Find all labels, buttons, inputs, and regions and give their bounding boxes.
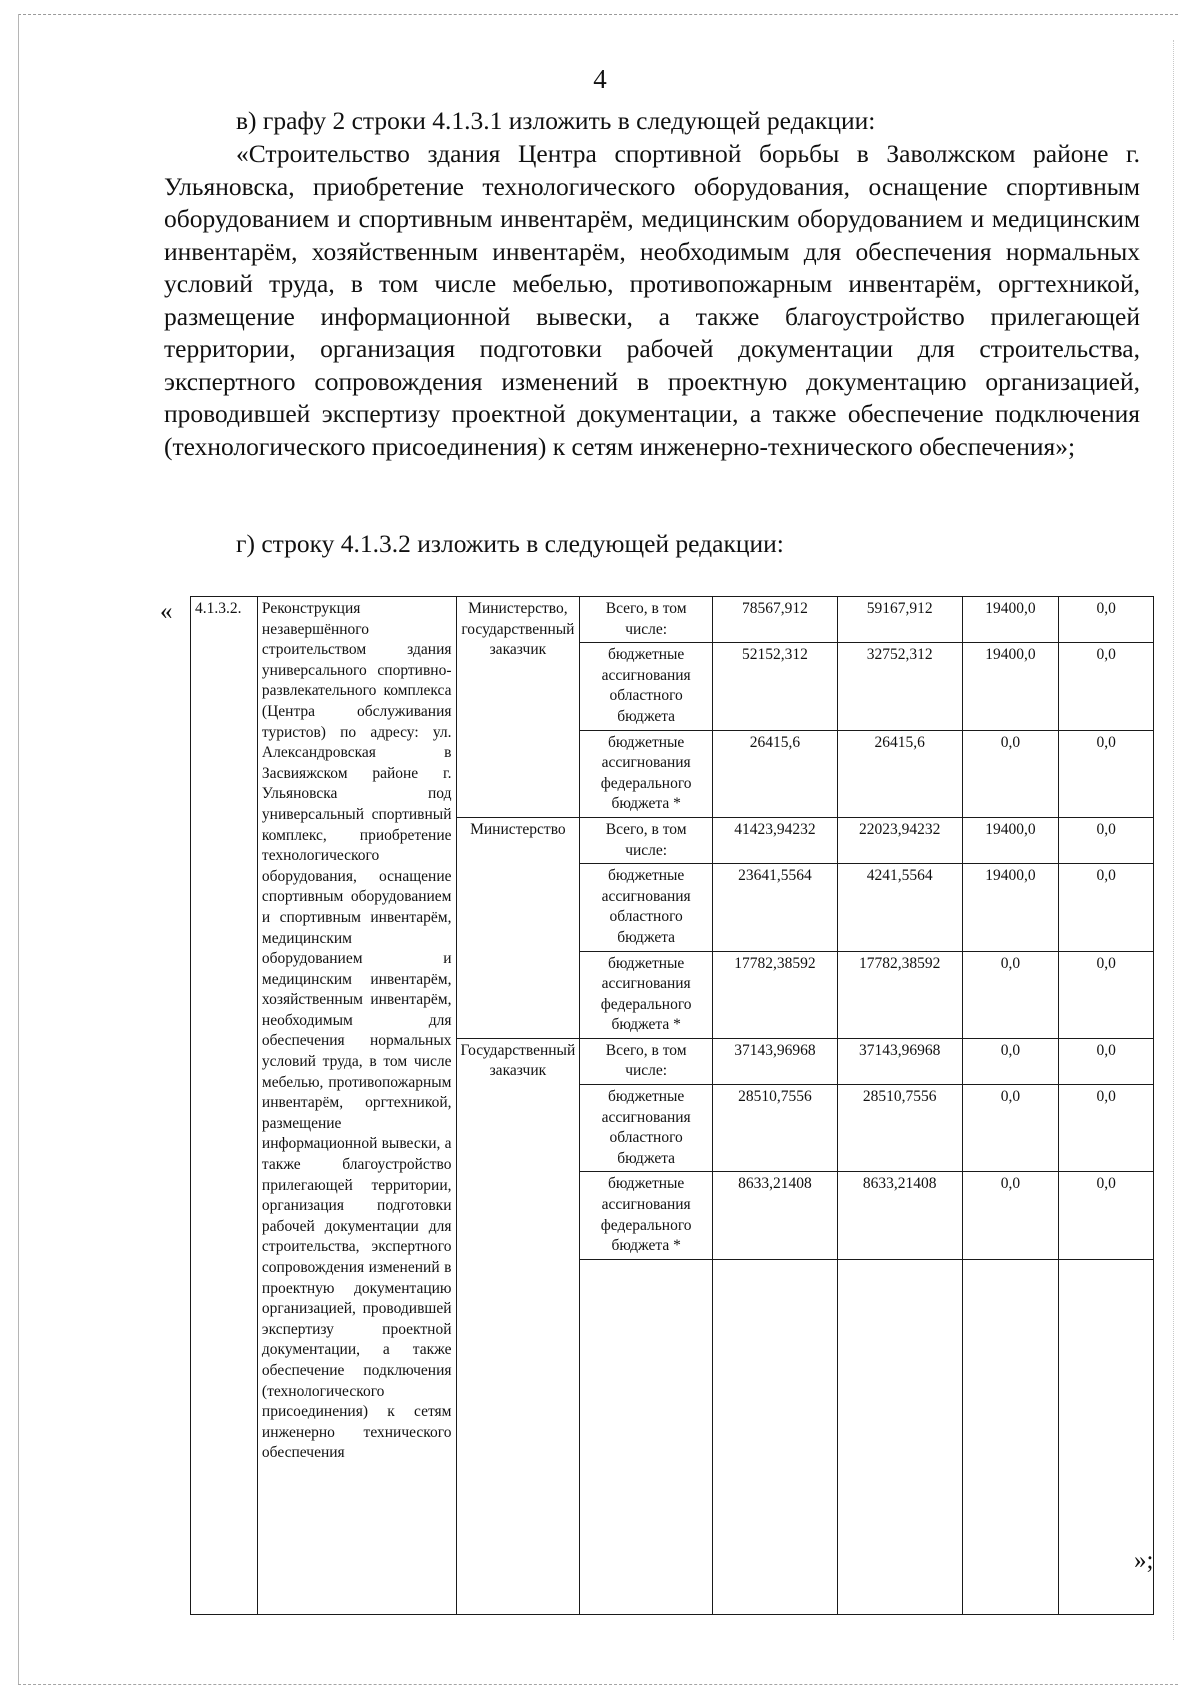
funding-source: бюджетные ассигнования областного бюджета xyxy=(580,1085,713,1172)
funding-source: бюджетные ассигнования областного бюджета xyxy=(580,864,713,951)
funding-source: Всего, в том числе: xyxy=(580,1038,713,1084)
value-year-2: 19400,0 xyxy=(962,643,1059,730)
row-description: Реконструкция незавершённого строительством здания универсального спортивно-развлекательного комплекса (Центра обслуживания туристов) по адресу: ул. Александровская в Засвияжском районе г. Ульяновска под универсальный спортивный комплекс, приобретение технологического оборудования, оснащение спортивным оборудованием и спортивным инвентарём, медицинским оборудованием и медицинским инвентарём, хозяйственным инвентарём, необходимым для обеспечения нормальных условий труда, в том числе мебелью, противопожарным инвентарём, оргтехникой, размещение информационной вывески, а также благоустройство прилегающей территории, организация подготовки рабочей документации для строительства, экспертного сопровождения изменений в проектную документацию организацией, проводившей экспертизу проектной документации, а также обеспечение подключения (технологического присоединения) к сетям инженерно технического обеспечения xyxy=(257,597,456,1615)
empty-cell xyxy=(580,1259,713,1614)
value-year-1: 37143,96968 xyxy=(837,1038,962,1084)
value-year-3: 0,0 xyxy=(1059,864,1154,951)
value-total: 28510,7556 xyxy=(713,1085,838,1172)
funding-source: бюджетные ассигнования федерального бюджета * xyxy=(580,730,713,817)
value-year-2: 19400,0 xyxy=(962,597,1059,643)
value-year-2: 19400,0 xyxy=(962,817,1059,863)
value-year-1: 4241,5564 xyxy=(837,864,962,951)
value-year-3: 0,0 xyxy=(1059,730,1154,817)
value-total: 52152,312 xyxy=(713,643,838,730)
scan-edge-top xyxy=(18,14,1178,15)
value-year-3: 0,0 xyxy=(1059,951,1154,1038)
value-year-1: 32752,312 xyxy=(837,643,962,730)
value-year-1: 26415,6 xyxy=(837,730,962,817)
paragraph-g-intro: г) строку 4.1.3.2 изложить в следующей редакции: xyxy=(236,529,784,558)
opening-quote: « xyxy=(160,598,173,625)
value-year-1: 22023,94232 xyxy=(837,817,962,863)
executor-cell: Государственный заказчик xyxy=(456,1038,580,1614)
value-year-1: 59167,912 xyxy=(837,597,962,643)
value-year-2: 19400,0 xyxy=(962,864,1059,951)
value-total: 8633,21408 xyxy=(713,1172,838,1259)
paragraph-v-intro: в) графу 2 строки 4.1.3.1 изложить в следующей редакции: xyxy=(236,106,876,135)
value-year-3: 0,0 xyxy=(1059,1038,1154,1084)
value-total: 41423,94232 xyxy=(713,817,838,863)
funding-source: бюджетные ассигнования федерального бюджета * xyxy=(580,951,713,1038)
value-year-3: 0,0 xyxy=(1059,1172,1154,1259)
value-year-2: 0,0 xyxy=(962,951,1059,1038)
table-row xyxy=(191,597,1154,643)
closing-quote: »; xyxy=(1134,1547,1154,1574)
executor-cell: Министерство xyxy=(456,817,580,1038)
value-year-3: 0,0 xyxy=(1059,597,1154,643)
value-total: 26415,6 xyxy=(713,730,838,817)
empty-cell xyxy=(962,1259,1059,1614)
page-number: 4 xyxy=(593,64,607,94)
value-year-2: 0,0 xyxy=(962,1085,1059,1172)
value-total: 37143,96968 xyxy=(713,1038,838,1084)
funding-source: Всего, в том числе: xyxy=(580,597,713,643)
value-year-2: 0,0 xyxy=(962,730,1059,817)
value-year-2: 0,0 xyxy=(962,1038,1059,1084)
empty-cell xyxy=(837,1259,962,1614)
program-table xyxy=(190,596,1154,1615)
value-year-3: 0,0 xyxy=(1059,817,1154,863)
value-total: 23641,5564 xyxy=(713,864,838,951)
value-year-3: 0,0 xyxy=(1059,1085,1154,1172)
funding-source: бюджетные ассигнования областного бюджета xyxy=(580,643,713,730)
scan-edge-bottom xyxy=(18,1684,1178,1685)
funding-source: Всего, в том числе: xyxy=(580,817,713,863)
value-year-1: 28510,7556 xyxy=(837,1085,962,1172)
row-code: 4.1.3.2. xyxy=(191,597,258,1615)
value-year-2: 0,0 xyxy=(962,1172,1059,1259)
funding-source: бюджетные ассигнования федерального бюджета * xyxy=(580,1172,713,1259)
value-total: 17782,38592 xyxy=(713,951,838,1038)
value-year-1: 17782,38592 xyxy=(837,951,962,1038)
scan-edge-left xyxy=(18,14,19,1684)
value-year-1: 8633,21408 xyxy=(837,1172,962,1259)
value-total: 78567,912 xyxy=(713,597,838,643)
scan-edge-right xyxy=(1173,40,1174,1640)
value-year-3: 0,0 xyxy=(1059,643,1154,730)
executor-cell: Министерство, государственный заказчик xyxy=(456,597,580,818)
empty-cell xyxy=(713,1259,838,1614)
paragraph-v-text: «Строительство здания Центра спортивной борьбы в Заволжском районе г. Ульяновска, приобретение технологического оборудования, оснащение спортивным оборудованием и спортивным инвентарём, медицинским оборудованием и медицинским инвентарём, хозяйственным инвентарём, необходимым для обеспечения нормальных условий труда, в том числе мебелью, противопожарным инвентарём, оргтехникой, размещение информационной вывески, а также благоустройство прилегающей территории, организация подготовки рабочей документации для строительства, экспертного сопровождения изменений в проектную документацию организацией, проводившей экспертизу проектной документации, а также обеспечение подключения (технологического присоединения) к сетям инженерно-технического обеспечения»; xyxy=(164,139,1140,461)
